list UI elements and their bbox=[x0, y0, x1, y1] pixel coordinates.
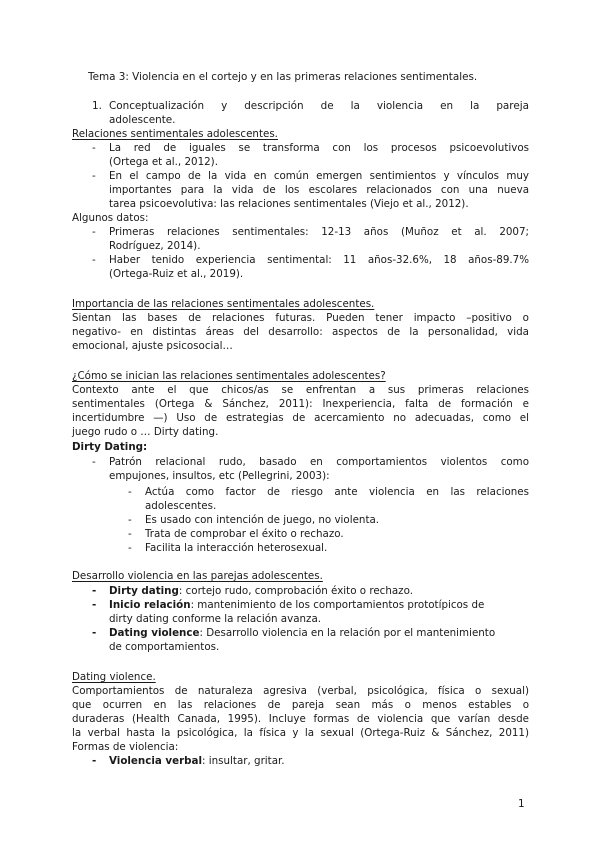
paragraph-line: (Ortega et al., 2012). bbox=[109, 156, 218, 168]
paragraph-line: incertidumbre —) Uso de estrategias de acercamiento no adecuadas, como el bbox=[72, 412, 529, 424]
item-text: : mantenimiento de los comportamientos prototípicos de bbox=[190, 599, 485, 611]
paragraph-line: Facilita la interacción heterosexual. bbox=[145, 542, 328, 554]
bullet-dash: - bbox=[128, 514, 132, 526]
list-item bbox=[109, 754, 285, 768]
bullet-dash: - bbox=[92, 170, 96, 182]
paragraph-line: juego rudo o … Dirty dating. bbox=[72, 426, 219, 438]
heading-dating-violence: Dating violence. bbox=[72, 671, 156, 683]
paragraph-line: Sientan las bases de relaciones futuras. Pueden tener impacto –positivo o bbox=[72, 312, 529, 324]
bullet-dash: - bbox=[92, 142, 96, 154]
item-label: Violencia verbal bbox=[109, 755, 203, 767]
paragraph-line: Primeras relaciones sentimentales: 12-13 años (Muñoz et al. 2007; bbox=[109, 226, 529, 238]
heading-relaciones-sentimentales: Relaciones sentimentales adolescentes. bbox=[72, 128, 278, 140]
bullet-dash: - bbox=[92, 755, 97, 767]
paragraph-line: que ocurren en las relaciones de pareja sean más o menos estables o bbox=[72, 699, 529, 711]
section-number: 1. bbox=[92, 100, 102, 112]
paragraph-line: Actúa como factor de riesgo ante violencia en las relaciones bbox=[145, 486, 529, 498]
bullet-dash: - bbox=[92, 585, 97, 597]
paragraph-line: Trata de comprobar el éxito o rechazo. bbox=[145, 528, 344, 540]
document-title: Tema 3: Violencia en el cortejo y en las primeras relaciones sentimentales. bbox=[88, 71, 478, 83]
heading-como-se-inician: ¿Cómo se inician las relaciones sentimentales adolescentes? bbox=[72, 370, 386, 382]
paragraph-line: de comportamientos. bbox=[109, 641, 220, 653]
paragraph-line: adolescentes. bbox=[145, 500, 217, 512]
paragraph-line: dirty dating conforme la relación avanza. bbox=[109, 613, 322, 625]
paragraph-line: empujones, insultos, etc (Pellegrini, 2003): bbox=[109, 470, 330, 482]
paragraph-line: Haber tenido experiencia sentimental: 11 años-32.6%, 18 años-89.7% bbox=[109, 254, 529, 266]
paragraph-line: Es usado con intención de juego, no violenta. bbox=[145, 514, 380, 526]
paragraph-line: emocional, ajuste psicosocial… bbox=[72, 340, 233, 352]
list-item bbox=[109, 584, 413, 598]
section-heading-line-1: Conceptualización y descripción de la violencia en la pareja bbox=[109, 100, 529, 112]
bullet-dash: - bbox=[128, 528, 132, 540]
paragraph-line: Rodríguez, 2014). bbox=[109, 240, 201, 252]
bullet-dash: - bbox=[92, 254, 96, 266]
paragraph-line: negativo- en distintas áreas del desarrollo: aspectos de la personalidad, vida bbox=[72, 326, 529, 338]
bullet-dash: - bbox=[92, 599, 97, 611]
section-heading-line-2: adolescente. bbox=[109, 114, 176, 126]
paragraph-line: sentimentales (Ortega & Sánchez, 2011): Inexperiencia, falta de formación e bbox=[72, 398, 529, 410]
bullet-dash: - bbox=[128, 486, 132, 498]
heading-desarrollo-violencia: Desarrollo violencia en las parejas adolescentes. bbox=[72, 570, 323, 582]
paragraph-line: (Ortega-Ruiz et al., 2019). bbox=[109, 268, 244, 280]
item-text: : Desarrollo violencia en la relación por el mantenimiento bbox=[199, 627, 496, 639]
bullet-dash: - bbox=[128, 542, 132, 554]
paragraph-line: Formas de violencia: bbox=[72, 741, 179, 753]
paragraph-line: importantes para la vida de los escolares relacionados con una nueva bbox=[109, 184, 529, 196]
bullet-dash: - bbox=[92, 226, 96, 238]
bullet-dash: - bbox=[92, 627, 97, 639]
item-text: : cortejo rudo, comprobación éxito o rechazo. bbox=[178, 585, 413, 597]
bullet-dash: - bbox=[92, 456, 96, 468]
list-item bbox=[109, 626, 495, 640]
item-label: Dirty dating bbox=[109, 585, 179, 597]
item-label: Dating violence bbox=[109, 627, 200, 639]
paragraph-line: Comportamientos de naturaleza agresiva (verbal, psicológica, física o sexual) bbox=[72, 685, 529, 697]
heading-importancia: Importancia de las relaciones sentimentales adolescentes. bbox=[72, 298, 375, 310]
paragraph-line: Patrón relacional rudo, basado en comportamientos violentos como bbox=[109, 456, 529, 468]
page-number: 1 bbox=[518, 798, 525, 810]
paragraph-line: La red de iguales se transforma con los procesos psicoevolutivos bbox=[109, 142, 529, 154]
paragraph-line: duraderas (Health Canada, 1995). Incluye formas de violencia que varían desde bbox=[72, 713, 529, 725]
item-text: : insultar, gritar. bbox=[202, 755, 285, 767]
list-item bbox=[109, 598, 484, 612]
paragraph-line: tarea psicoevolutiva: las relaciones sentimentales (Viejo et al., 2012). bbox=[109, 198, 469, 210]
heading-dirty-dating: Dirty Dating: bbox=[72, 441, 148, 453]
label-algunos-datos: Algunos datos: bbox=[72, 212, 149, 224]
item-label: Inicio relación bbox=[109, 599, 191, 611]
paragraph-line: la verbal hasta la psicológica, la física y la sexual (Ortega-Ruiz & Sánchez, 2011) bbox=[72, 727, 529, 739]
paragraph-line: Contexto ante el que chicos/as se enfrentan a sus primeras relaciones bbox=[72, 384, 529, 396]
paragraph-line: En el campo de la vida en común emergen sentimientos y vínculos muy bbox=[109, 170, 529, 182]
